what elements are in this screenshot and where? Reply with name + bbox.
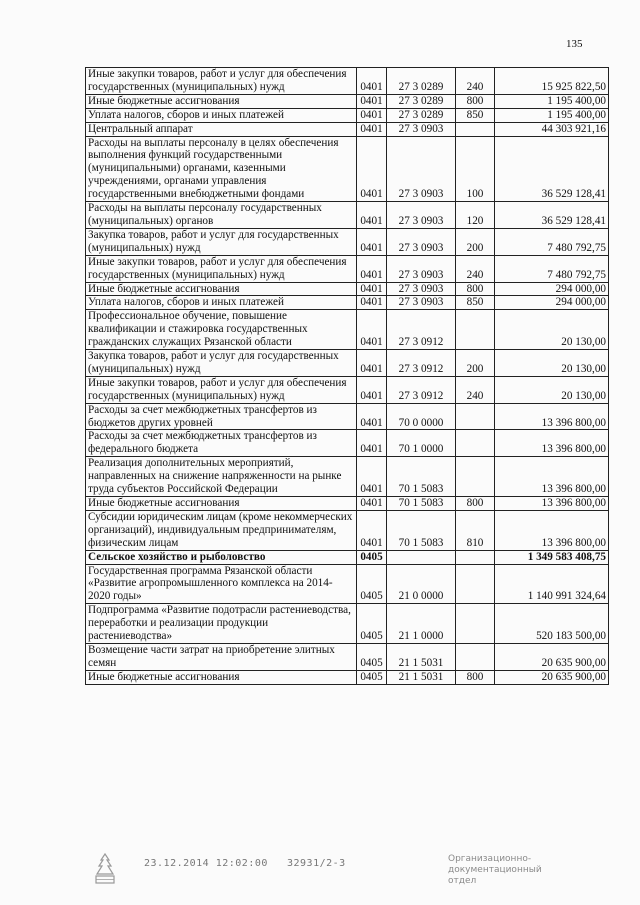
row-expense-cell: 800 [456,670,495,684]
row-target-cell: 27 3 0903 [387,296,456,310]
row-amount-cell: 13 396 800,00 [495,510,609,550]
row-amount-cell: 13 396 800,00 [495,403,609,430]
row-name-cell: Реализация дополнительных мероприятий, направленных на снижение напряженности на рынке труда субъектов Российской Федерации [86,457,357,497]
table-row [86,228,609,255]
row-expense-cell [456,604,495,644]
table-row [86,136,609,202]
row-target-cell: 27 3 0912 [387,350,456,377]
table-row [86,670,609,684]
row-amount-cell: 20 130,00 [495,310,609,350]
table-row [86,497,609,511]
row-name-cell: Профессиональное обучение, повышение квалификации и стажировка государственных гражданских служащих Рязанской области [86,310,357,350]
row-target-cell: 70 0 0000 [387,403,456,430]
row-name-cell: Иные бюджетные ассигнования [86,670,357,684]
row-name-cell: Расходы на выплаты персоналу государственных (муниципальных) органов [86,202,357,229]
row-section-cell: 0401 [357,68,387,95]
table-row [86,510,609,550]
row-section-cell: 0401 [357,457,387,497]
row-section-cell: 0401 [357,510,387,550]
table-row [86,376,609,403]
row-target-cell: 27 3 0289 [387,68,456,95]
row-expense-cell [456,643,495,670]
row-expense-cell: 240 [456,376,495,403]
row-target-cell: 21 1 0000 [387,604,456,644]
row-name-cell: Подпрограмма «Развитие подотрасли растениеводства, переработки и реализации продукции растениеводства» [86,604,357,644]
page-number: 135 [566,38,583,50]
row-expense-cell: 240 [456,68,495,95]
footer-doc-number: 32931/2-3 [287,858,346,869]
table-row [86,550,609,564]
row-name-cell: Расходы за счет межбюджетных трансфертов из федерального бюджета [86,430,357,457]
table-row [86,350,609,377]
row-name-cell: Иные бюджетные ассигнования [86,94,357,108]
row-name-cell: Закупка товаров, работ и услуг для государственных (муниципальных) нужд [86,350,357,377]
row-expense-cell: 810 [456,510,495,550]
table-row [86,604,609,644]
row-target-cell: 21 0 0000 [387,564,456,604]
row-name-cell: Центральный аппарат [86,122,357,136]
row-expense-cell: 800 [456,497,495,511]
table-row [86,296,609,310]
footer-timestamp: 23.12.2014 12:02:00 [144,858,268,869]
footer-org-note: Организационно-документационный отдел [448,854,542,886]
row-expense-cell [456,122,495,136]
row-section-cell: 0401 [357,136,387,202]
row-expense-cell: 240 [456,255,495,282]
row-expense-cell [456,550,495,564]
row-name-cell: Возмещение части затрат на приобретение элитных семян [86,643,357,670]
row-expense-cell: 800 [456,94,495,108]
row-amount-cell: 20 635 900,00 [495,670,609,684]
row-section-cell: 0401 [357,310,387,350]
row-amount-cell: 1 195 400,00 [495,108,609,122]
row-amount-cell: 1 349 583 408,75 [495,550,609,564]
table-row [86,310,609,350]
row-target-cell: 27 3 0903 [387,282,456,296]
row-expense-cell: 800 [456,282,495,296]
row-section-cell: 0401 [357,282,387,296]
row-name-cell: Иные бюджетные ассигнования [86,497,357,511]
row-amount-cell: 1 195 400,00 [495,94,609,108]
row-target-cell: 70 1 5083 [387,497,456,511]
row-expense-cell [456,430,495,457]
row-target-cell: 27 3 0903 [387,202,456,229]
budget-table [85,67,609,685]
table-row [86,457,609,497]
coat-of-arms-icon [92,852,118,886]
table-row [86,403,609,430]
row-amount-cell: 13 396 800,00 [495,457,609,497]
row-name-cell: Государственная программа Рязанской области «Развитие агропромышленного комплекса на 2014-2020 годы» [86,564,357,604]
row-amount-cell: 44 303 921,16 [495,122,609,136]
row-amount-cell: 294 000,00 [495,296,609,310]
row-section-cell: 0401 [357,122,387,136]
row-section-cell: 0401 [357,350,387,377]
row-name-cell: Иные закупки товаров, работ и услуг для обеспечения государственных (муниципальных) нужд [86,376,357,403]
row-expense-cell: 850 [456,108,495,122]
row-amount-cell: 36 529 128,41 [495,202,609,229]
row-name-cell: Сельское хозяйство и рыболовство [86,550,357,564]
row-expense-cell: 200 [456,350,495,377]
row-section-cell: 0405 [357,564,387,604]
row-section-cell: 0401 [357,108,387,122]
row-amount-cell: 20 130,00 [495,350,609,377]
row-amount-cell: 13 396 800,00 [495,497,609,511]
row-target-cell: 27 3 0289 [387,94,456,108]
row-section-cell: 0401 [357,376,387,403]
row-expense-cell [456,403,495,430]
table-row [86,122,609,136]
row-name-cell: Уплата налогов, сборов и иных платежей [86,296,357,310]
table-row [86,68,609,95]
row-target-cell: 27 3 0903 [387,136,456,202]
row-amount-cell: 7 480 792,75 [495,255,609,282]
row-name-cell: Иные закупки товаров, работ и услуг для обеспечения государственных (муниципальных) нужд [86,255,357,282]
row-target-cell: 27 3 0903 [387,255,456,282]
table-row [86,430,609,457]
row-amount-cell: 20 635 900,00 [495,643,609,670]
row-section-cell: 0405 [357,604,387,644]
row-amount-cell: 520 183 500,00 [495,604,609,644]
row-amount-cell: 1 140 991 324,64 [495,564,609,604]
row-name-cell: Уплата налогов, сборов и иных платежей [86,108,357,122]
row-name-cell: Иные бюджетные ассигнования [86,282,357,296]
row-expense-cell [456,457,495,497]
row-target-cell: 27 3 0903 [387,228,456,255]
row-section-cell: 0401 [357,202,387,229]
table-row [86,564,609,604]
row-target-cell: 21 1 5031 [387,643,456,670]
table-row [86,94,609,108]
table-row [86,282,609,296]
row-section-cell: 0401 [357,497,387,511]
row-section-cell: 0401 [357,228,387,255]
row-section-cell: 0401 [357,296,387,310]
row-target-cell: 70 1 5083 [387,457,456,497]
row-expense-cell [456,564,495,604]
row-name-cell: Иные закупки товаров, работ и услуг для обеспечения государственных (муниципальных) нужд [86,68,357,95]
row-target-cell: 21 1 5031 [387,670,456,684]
row-expense-cell: 120 [456,202,495,229]
row-amount-cell: 294 000,00 [495,282,609,296]
row-section-cell: 0405 [357,670,387,684]
row-expense-cell [456,310,495,350]
table-row [86,202,609,229]
row-section-cell: 0401 [357,430,387,457]
row-expense-cell: 100 [456,136,495,202]
row-section-cell: 0405 [357,643,387,670]
row-section-cell: 0401 [357,94,387,108]
row-amount-cell: 15 925 822,50 [495,68,609,95]
page-footer [0,852,640,892]
row-target-cell: 70 1 0000 [387,430,456,457]
row-name-cell: Закупка товаров, работ и услуг для государственных (муниципальных) нужд [86,228,357,255]
row-target-cell: 27 3 0912 [387,310,456,350]
row-section-cell: 0401 [357,255,387,282]
row-target-cell: 70 1 5083 [387,510,456,550]
row-amount-cell: 7 480 792,75 [495,228,609,255]
row-name-cell: Субсидии юридическим лицам (кроме некоммерческих организаций), индивидуальным предпринимателям, физическим лицам [86,510,357,550]
row-expense-cell: 200 [456,228,495,255]
row-name-cell: Расходы на выплаты персоналу в целях обеспечения выполнения функций государственными (муниципальными) органами, казенными учреждениями, органами управления государственными внебюджетными фондами [86,136,357,202]
row-section-cell: 0405 [357,550,387,564]
row-name-cell: Расходы за счет межбюджетных трансфертов из бюджетов других уровней [86,403,357,430]
row-target-cell: 27 3 0289 [387,108,456,122]
table-row [86,255,609,282]
row-amount-cell: 20 130,00 [495,376,609,403]
row-amount-cell: 36 529 128,41 [495,136,609,202]
row-expense-cell: 850 [456,296,495,310]
row-amount-cell: 13 396 800,00 [495,430,609,457]
table-row [86,643,609,670]
row-target-cell: 27 3 0912 [387,376,456,403]
row-section-cell: 0401 [357,403,387,430]
row-target-cell: 27 3 0903 [387,122,456,136]
row-target-cell [387,550,456,564]
table-row [86,108,609,122]
